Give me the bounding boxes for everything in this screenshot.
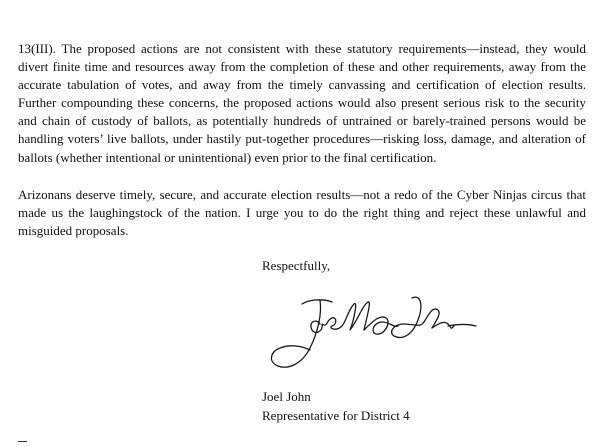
closing-salutation: Respectfully,	[262, 258, 331, 273]
signature-block	[262, 387, 410, 425]
page-edge-mark	[18, 441, 27, 442]
handwritten-signature	[262, 284, 482, 380]
body-paragraph-1: 13(III). The proposed actions are not consistent with these statutory requirements—instead, they would divert finite time and resources away from the completion of these and other requirements, away from the accurate tabulation of votes, and away from the timely canvassing and certification of election results. Further compounding these concerns, the proposed actions would also present serious risk to the security and chain of custody of ballots, as potentially hundreds of untrained or barely-trained persons would be handling voters’ live ballots, under hastily put-together procedures—risking loss, damage, and alteration of ballots (whether intentional or unintentional) even prior to the final certification.	[18, 41, 586, 165]
signer-name: Joel John	[262, 389, 311, 404]
body-paragraph-2: Arizonans deserve timely, secure, and accurate election results—not a redo of the Cyber Ninjas circus that made us the laughingstock of the nation. I urge you to do the right thing and reject these unlawful and misguided proposals.	[18, 187, 586, 239]
signer-title: Representative for District 4	[262, 408, 410, 423]
